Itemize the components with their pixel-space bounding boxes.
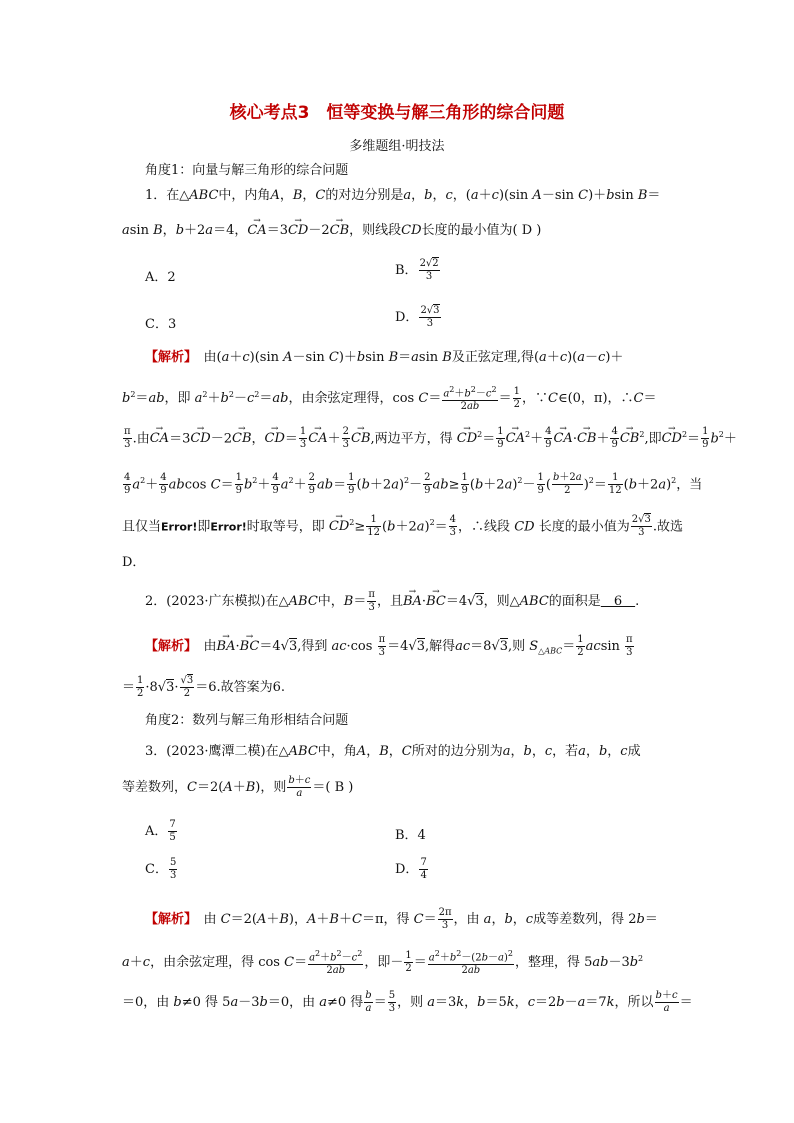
q1-solution-line1: 【解析】 由(a＋c)(sin A－sin C)＋bsin B＝asin B及正弦定理,得(a＋c)(a－c)＋ [145, 350, 624, 365]
q3-option-c: C． $\frac{5}{3}$ [145, 857, 177, 881]
solution-tag: 【解析】 [145, 912, 191, 927]
angle1-heading: 角度1：向量与解三角形的综合问题 [145, 163, 349, 178]
q1-line2: asin B，b＋2a＝4，→ CA＝3→ CD－2→ CB，则线段CD长度的最小值为( D ) [122, 222, 541, 240]
angle2-heading: 角度2：数列与解三角形相结合问题 [145, 713, 349, 728]
q1-solution-line5: 且仅当Error!即Error!时取等号，即 → $CD^2\ge$ $\frac{1}{12}$ $(b+2a)^2=$ $\frac{4}{3}$ ，∴线段 CD 长度的最小值为 $\frac{2√3}{3}$ .故选 [122, 514, 683, 539]
q1-line1: 1．在△ABC中，内角A，B，C的对边分别是a，b，c，(a＋c)(sin A－sin C)＋bsin B＝ [145, 188, 661, 203]
q1-option-c: C．3 [145, 317, 177, 332]
error-text: Error! [210, 520, 247, 534]
q3-line2: 等差数列，C＝2(A＋B)，则 $\frac{b+c}{a}$ ＝( B ) [122, 775, 354, 799]
q2-solution-line2: ＝ $\frac{1}{2}$ ·8√3· $\frac{√3}{2}$ ＝6.故答案为6. [122, 675, 286, 699]
page-subtitle: 多维题组·明技法 [349, 139, 445, 154]
solution-tag: 【解析】 [145, 350, 191, 365]
q3-solution-line3: ＝0，由 b≠0 得 5a－3b＝0，由 a≠0 得 $\frac{b}{a}$ ＝ $\frac{5}{3}$ ，则 a＝3k，b＝5k，c＝2b－a＝7k，所以 $\frac{b+c}{a}$ ＝ [122, 990, 693, 1014]
q3-option-b: B．4 [395, 828, 426, 843]
solution-tag: 【解析】 [145, 639, 191, 654]
q1-solution-line3: $\frac{\pi}{3}$ .由→ CA＝3→ CD－2→ CB，→ CD＝ $\frac{1}{3}$ → CA＋ $\frac{2}{3}$ → CB,两边平方，得 → $CD^2=$ $\frac{1}{9}$ → $CA^2+$ $\frac{4}{9}$ → CA·→ CB＋ $\frac{4}{9}$ → $CB^2$,即→ $CD^2=$ $\frac{1}{9}$ $b^2+$ [122, 426, 737, 451]
q1-solution-line2: $b^2=ab$，即 $a^2+b^2-c^2=ab$，由余弦定理得，cos C＝ $\frac{a^2+b^2-c^2}{2ab}$ ＝ $\frac{1}{2}$ ，∵C∈(0，π)，∴C＝ [122, 385, 657, 413]
q1-option-d: D． $\frac{2√3}{3}$ [395, 305, 440, 329]
error-text: Error! [161, 520, 198, 534]
q2-stem: 2．(2023·广东模拟)在△ABC中，B＝ $\frac{\pi}{3}$ ，且→ BA·→ BC＝4√3，则△ABC的面积是 6 . [145, 589, 639, 614]
q3-option-a: A． $\frac{7}{5}$ [145, 819, 176, 843]
q3-line1: 3．(2023·鹰潭二模)在△ABC中，角A，B，C所对的边分别为a，b，c，若a，b，c成 [145, 744, 641, 759]
q1-solution-line4: $\frac{4}{9}$ $a^2+$ $\frac{4}{9}$ abcos C＝ $\frac{1}{9}$ $b^2+$ $\frac{4}{9}$ $a^2+$ $\frac{2}{9}$ ab＝ $\frac{1}{9}$ $(b+2a)^2-$ $\frac{2}{9}$ ab≥ $\frac{1}{9}$ $(b+2a)^2-$ $\frac{1}{9}$ ( $\frac{b+2a}{2}$ )$^2$＝ $\frac{1}{12}$ $(b+2a)^2$，当 [124, 472, 703, 497]
q3-solution-line2: a＋c，由余弦定理，得 cos C＝ $\frac{a^2+b^2-c^2}{2ab}$ ，即－ $\frac{1}{2}$ ＝ $\frac{a^2+b^2-(2b-a)^2}{2ab}$ ，整理，得 $5ab-3b^2$ [122, 949, 644, 977]
q3-option-d: D． $\frac{7}{4}$ [395, 857, 427, 881]
page-title: 核心考点3 恒等变换与解三角形的综合问题 [229, 103, 565, 123]
q2-solution-line1: 【解析】 由→ BA·→ BC＝4√3,得到 ac·cos $\frac{\pi}{3}$ ＝4√3,解得ac＝8√3,则 $S_{\triangle ABC}=$ $\frac{1}{2}$ acsin $\frac{\pi}{3}$ [145, 634, 635, 661]
q1-solution-line6: D． [122, 555, 146, 570]
q3-solution-line1: 【解析】 由 C＝2(A＋B)，A＋B＋C＝π，得 C＝ $\frac{2\pi}{3}$ ，由 a，b，c成等差数列，得 2b＝ [145, 907, 658, 931]
q1-option-a: A．2 [145, 270, 176, 285]
q1-option-b: B． $\frac{2√2}{3}$ [395, 258, 439, 282]
